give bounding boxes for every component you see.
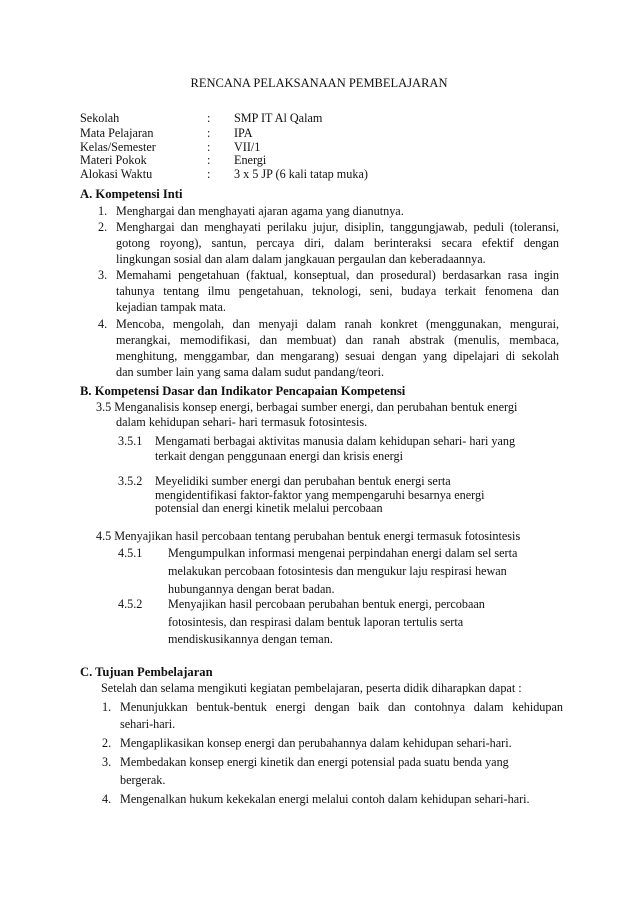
list-item-line: Menunjukkan bentuk-bentuk energi dengan baik dan contohnya dalam kehidupan [120, 700, 563, 714]
indicator-line: mengidentifikasi faktor-faktor yang mempengaruhi besarnya energi [155, 488, 485, 502]
indicator-line: mendiskusikannya dengan teman. [168, 632, 333, 646]
list-number: 2. [98, 220, 108, 234]
indicator-number: 3.5.1 [118, 434, 143, 448]
section-heading: B. Kompetensi Dasar dan Indikator Pencapaian Kompetensi [80, 384, 406, 398]
indicator-line: Menyajikan hasil percobaan perubahan bentuk energi, percobaan [168, 597, 485, 611]
indicator-number: 4.5.2 [118, 597, 143, 611]
indicator-line: Mengamati berbagai aktivitas manusia dalam kehidupan sehari- hari yang [155, 434, 516, 448]
list-item-line: merangkai, memodifikasi, dan membuat) dan ranah abstrak (menulis, membaca, [116, 333, 559, 347]
list-item-line: Mengenalkan hukum kekekalan energi melalui contoh dalam kehidupan sehari-hari. [120, 792, 530, 806]
list-item-line: tahunya tentang ilmu pengetahuan, teknologi, seni, budaya terkait fenomena dan [116, 284, 559, 298]
indicator-number: 3.5.2 [118, 474, 143, 488]
identity-value: VII/1 [234, 140, 261, 154]
list-item-line: Mengaplikasikan konsep energi dan perubahannya dalam kehidupan sehari-hari. [120, 736, 512, 750]
list-number: 4. [102, 792, 112, 806]
page-title: RENCANA PELAKSANAAN PEMBELAJARAN [190, 76, 448, 90]
identity-value: IPA [234, 126, 253, 140]
identity-value: SMP IT Al Qalam [234, 111, 323, 125]
list-item-line: gotong royong), santun, percaya diri, dalam berinteraksi secara efektif dengan [116, 236, 559, 250]
indicator-number: 4.5.1 [118, 546, 143, 560]
list-item-line: Membedakan konsep energi kinetik dan energi potensial pada suatu benda yang [120, 755, 509, 769]
list-item-line: sehari-hari. [120, 717, 176, 731]
identity-label: Alokasi Waktu [80, 167, 153, 181]
indicator-line: terkait dengan penggunaan energi dan krisis energi [155, 449, 403, 463]
section-intro: Setelah dan selama mengikuti kegiatan pembelajaran, peserta didik diharapkan dapat : [101, 681, 522, 695]
list-number: 1. [102, 700, 112, 714]
identity-colon: : [207, 140, 211, 154]
section-heading: C. Tujuan Pembelajaran [80, 665, 213, 679]
list-number: 3. [98, 268, 108, 282]
list-number: 1. [98, 204, 108, 218]
identity-colon: : [207, 153, 211, 167]
identity-label: Materi Pokok [80, 153, 147, 167]
indicator-line: Mengumpulkan informasi mengenai perpindahan energi dalam sel serta [168, 546, 518, 560]
list-item-line: bergerak. [120, 773, 166, 787]
list-number: 3. [102, 755, 112, 769]
identity-colon: : [207, 126, 211, 140]
identity-value: Energi [234, 153, 267, 167]
list-number: 4. [98, 317, 108, 331]
list-item-line: menghitung, menggambar, dan mengarang) sesuai dengan yang dipelajari di sekolah [116, 349, 559, 363]
kd-line: 4.5 Menyajikan hasil percobaan tentang perubahan bentuk energi termasuk fotosintesis [96, 529, 521, 543]
identity-value: 3 x 5 JP (6 kali tatap muka) [234, 167, 368, 181]
indicator-line: fotosintesis, dan respirasi dalam bentuk laporan tertulis serta [168, 615, 464, 629]
identity-label: Mata Pelajaran [80, 126, 154, 140]
list-item-line: lingkungan sosial dan alam dalam jangkauan pergaulan dan keberadaannya. [116, 252, 486, 266]
list-item-line: dan sumber lain yang sama dalam sudut pandang/teori. [116, 365, 385, 379]
kd-line: 3.5 Menganalisis konsep energi, berbagai sumber energi, dan perubahan bentuk energi [96, 400, 518, 414]
list-item-line: Menghargai dan menghayati perilaku jujur, disiplin, tanggungjawab, peduli (toleransi, [116, 220, 559, 234]
identity-label: Kelas/Semester [80, 140, 156, 154]
list-item-line: Menghargai dan menghayati ajaran agama yang dianutnya. [116, 204, 404, 218]
indicator-line: melakukan percobaan fotosintesis dan mengukur laju respirasi hewan [168, 564, 507, 578]
indicator-line: Meyelidiki sumber energi dan perubahan bentuk energi serta [155, 474, 451, 488]
list-number: 2. [102, 736, 112, 750]
identity-label: Sekolah [80, 111, 120, 125]
indicator-line: hubungannya dengan berat badan. [168, 582, 335, 596]
section-heading: A. Kompetensi Inti [80, 187, 183, 201]
indicator-line: potensial dan energi kinetik melalui percobaan [155, 501, 383, 515]
identity-colon: : [207, 167, 211, 181]
list-item-line: kejadian tampak mata. [116, 300, 226, 314]
list-item-line: Memahami pengetahuan (faktual, konseptual, dan prosedural) berdasarkan rasa ingin [116, 268, 559, 282]
list-item-line: Mencoba, mengolah, dan menyaji dalam ranah konkret (menggunakan, mengurai, [116, 317, 559, 331]
kd-line: dalam kehidupan sehari- hari termasuk fotosintesis. [116, 415, 368, 429]
identity-colon: : [207, 111, 211, 125]
